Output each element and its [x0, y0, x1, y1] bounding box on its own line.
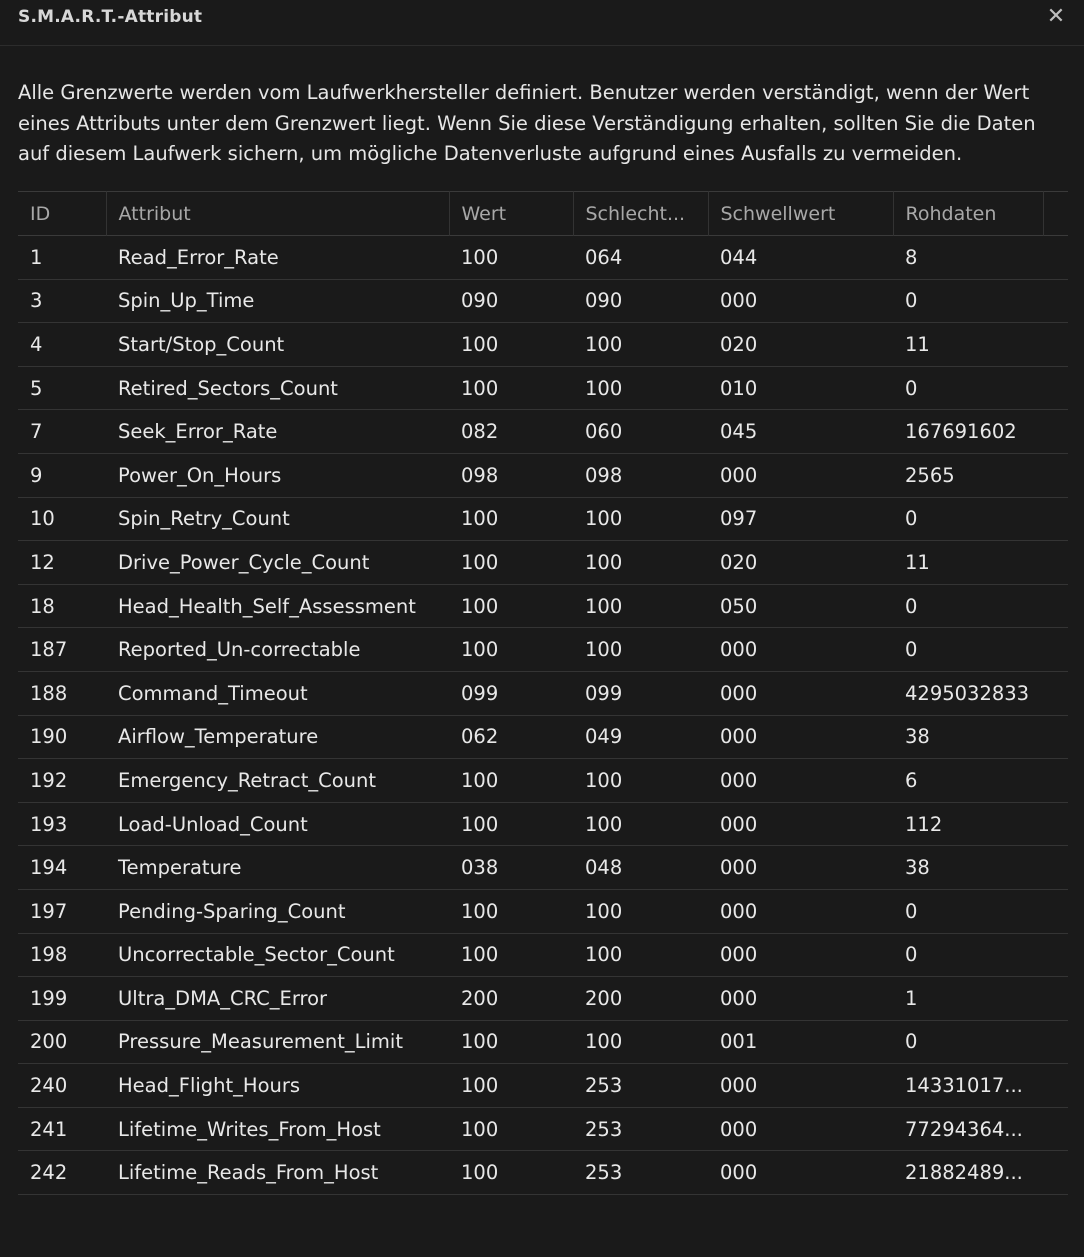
dialog-titlebar [0, 0, 1084, 46]
cell-spacer [1043, 1020, 1068, 1064]
cell-id: 192 [30, 768, 68, 792]
cell-worst: 100 [585, 638, 623, 662]
cell-attribute: Temperature [118, 856, 242, 880]
cell-threshold: 000 [720, 289, 758, 313]
cell-id: 1 [30, 245, 43, 269]
smart-attribute-table [18, 191, 1068, 1195]
cell-raw: 167691602 [905, 420, 1017, 444]
cell-spacer [1043, 715, 1068, 759]
cell-worst: 100 [585, 550, 623, 574]
cell-worst: 100 [585, 507, 623, 531]
cell-threshold: 044 [720, 245, 758, 269]
cell-raw: 11 [905, 332, 930, 356]
cell-worst: 100 [585, 899, 623, 923]
cell-spacer [1043, 497, 1068, 541]
cell-id: 188 [30, 681, 68, 705]
cell-value: 100 [461, 245, 499, 269]
cell-worst: 048 [585, 856, 623, 880]
cell-value: 100 [461, 943, 499, 967]
cell-worst: 100 [585, 1030, 623, 1054]
cell-worst: 100 [585, 376, 623, 400]
cell-threshold: 045 [720, 420, 758, 444]
cell-attribute: Retired_Sectors_Count [118, 376, 338, 400]
cell-worst: 098 [585, 463, 623, 487]
table-row[interactable] [18, 453, 1068, 497]
column-header-attribute[interactable]: Attribut [106, 192, 449, 236]
cell-attribute: Head_Flight_Hours [118, 1074, 301, 1098]
cell-id: 12 [30, 550, 55, 574]
cell-id: 197 [30, 899, 68, 923]
cell-threshold: 000 [720, 943, 758, 967]
cell-attribute: Airflow_Temperature [118, 725, 319, 749]
cell-value: 100 [461, 1117, 499, 1141]
cell-threshold: 000 [720, 1161, 758, 1185]
table-row[interactable] [18, 1151, 1068, 1195]
cell-value: 090 [461, 289, 499, 313]
cell-attribute: Pending-Sparing_Count [118, 899, 346, 923]
cell-id: 194 [30, 856, 68, 880]
cell-attribute: Drive_Power_Cycle_Count [118, 550, 370, 574]
cell-raw: 14331017... [905, 1074, 1023, 1098]
table-row[interactable] [18, 541, 1068, 585]
cell-worst: 253 [585, 1161, 623, 1185]
cell-value: 100 [461, 507, 499, 531]
cell-attribute: Pressure_Measurement_Limit [118, 1030, 403, 1054]
cell-value: 082 [461, 420, 499, 444]
cell-id: 242 [30, 1161, 68, 1185]
cell-attribute: Load-Unload_Count [118, 812, 308, 836]
cell-raw: 0 [905, 594, 918, 618]
cell-threshold: 000 [720, 1074, 758, 1098]
cell-attribute: Start/Stop_Count [118, 332, 285, 356]
cell-worst: 090 [585, 289, 623, 313]
cell-attribute: Ultra_DMA_CRC_Error [118, 986, 328, 1010]
cell-spacer [1043, 1107, 1068, 1151]
dialog-title: S.M.A.R.T.-Attribut [18, 7, 203, 27]
cell-raw: 6 [905, 768, 918, 792]
cell-raw: 0 [905, 638, 918, 662]
column-header-spacer [1043, 192, 1068, 236]
cell-id: 241 [30, 1117, 68, 1141]
cell-spacer [1043, 584, 1068, 628]
cell-attribute: Power_On_Hours [118, 463, 282, 487]
cell-value: 100 [461, 376, 499, 400]
cell-attribute: Spin_Retry_Count [118, 507, 290, 531]
cell-threshold: 000 [720, 856, 758, 880]
table-row[interactable] [18, 279, 1068, 323]
cell-worst: 064 [585, 245, 623, 269]
cell-value: 100 [461, 332, 499, 356]
cell-attribute: Command_Timeout [118, 681, 308, 705]
table-row[interactable] [18, 628, 1068, 672]
cell-value: 038 [461, 856, 499, 880]
cell-id: 9 [30, 463, 43, 487]
cell-worst: 099 [585, 681, 623, 705]
cell-value: 100 [461, 812, 499, 836]
table-row[interactable] [18, 584, 1068, 628]
cell-value: 100 [461, 768, 499, 792]
cell-attribute: Head_Health_Self_Assessment [118, 594, 416, 618]
cell-worst: 049 [585, 725, 623, 749]
cell-id: 190 [30, 725, 68, 749]
cell-value: 099 [461, 681, 499, 705]
table-row[interactable] [18, 889, 1068, 933]
table-row[interactable] [18, 759, 1068, 803]
cell-spacer [1043, 846, 1068, 890]
cell-threshold: 000 [720, 638, 758, 662]
cell-threshold: 000 [720, 681, 758, 705]
cell-threshold: 097 [720, 507, 758, 531]
cell-attribute: Lifetime_Writes_From_Host [118, 1117, 381, 1141]
threshold-description: Alle Grenzwerte werden vom Laufwerkhersteller definiert. Benutzer werden verständigt, wenn der Wert eines Attributs unter dem Grenzwert liegt. Wenn Sie diese Verständigung erhalten, sollten Sie die Daten auf diesem Laufwerk sichern, um mögliche Datenverluste aufgrund eines Ausfalls zu vermeiden. [18, 81, 1036, 165]
cell-raw: 77294364... [905, 1117, 1023, 1141]
cell-threshold: 000 [720, 463, 758, 487]
cell-worst: 200 [585, 986, 623, 1010]
cell-id: 187 [30, 638, 68, 662]
cell-raw: 38 [905, 856, 930, 880]
cell-id: 200 [30, 1030, 68, 1054]
cell-value: 200 [461, 986, 499, 1010]
cell-attribute: Seek_Error_Rate [118, 420, 278, 444]
cell-raw: 0 [905, 1030, 918, 1054]
cell-threshold: 050 [720, 594, 758, 618]
table-row[interactable] [18, 410, 1068, 454]
cell-id: 3 [30, 289, 43, 313]
cell-raw: 38 [905, 725, 930, 749]
cell-worst: 100 [585, 812, 623, 836]
close-icon[interactable]: ✕ [1046, 4, 1066, 29]
cell-raw: 21882489... [905, 1161, 1023, 1185]
cell-raw: 112 [905, 812, 943, 836]
table-row[interactable] [18, 1064, 1068, 1108]
cell-worst: 100 [585, 768, 623, 792]
cell-attribute: Emergency_Retract_Count [118, 768, 377, 792]
column-header-id[interactable]: ID [18, 192, 106, 236]
cell-id: 193 [30, 812, 68, 836]
cell-spacer [1043, 933, 1068, 977]
cell-spacer [1043, 759, 1068, 803]
cell-value: 100 [461, 1074, 499, 1098]
cell-threshold: 000 [720, 1117, 758, 1141]
table-row[interactable] [18, 802, 1068, 846]
column-header-threshold[interactable]: Schwellwert [708, 192, 893, 236]
cell-spacer [1043, 279, 1068, 323]
cell-raw: 0 [905, 943, 918, 967]
cell-worst: 253 [585, 1117, 623, 1141]
cell-threshold: 001 [720, 1030, 758, 1054]
table-row[interactable] [18, 1020, 1068, 1064]
cell-value: 100 [461, 594, 499, 618]
cell-raw: 0 [905, 899, 918, 923]
table-row[interactable] [18, 236, 1068, 280]
table-row[interactable] [18, 671, 1068, 715]
cell-spacer [1043, 671, 1068, 715]
cell-spacer [1043, 1064, 1068, 1108]
table-row[interactable] [18, 323, 1068, 367]
cell-worst: 100 [585, 943, 623, 967]
cell-id: 5 [30, 376, 43, 400]
cell-attribute: Lifetime_Reads_From_Host [118, 1161, 379, 1185]
cell-threshold: 020 [720, 550, 758, 574]
cell-raw: 0 [905, 289, 918, 313]
cell-id: 198 [30, 943, 68, 967]
cell-threshold: 000 [720, 899, 758, 923]
cell-threshold: 000 [720, 725, 758, 749]
cell-value: 100 [461, 638, 499, 662]
cell-raw: 2565 [905, 463, 955, 487]
cell-threshold: 000 [720, 768, 758, 792]
cell-attribute: Read_Error_Rate [118, 245, 279, 269]
table-row[interactable] [18, 846, 1068, 890]
cell-spacer [1043, 802, 1068, 846]
cell-threshold: 000 [720, 986, 758, 1010]
cell-value: 062 [461, 725, 499, 749]
cell-id: 10 [30, 507, 55, 531]
cell-spacer [1043, 1151, 1068, 1195]
cell-raw: 8 [905, 245, 918, 269]
cell-threshold: 000 [720, 812, 758, 836]
cell-spacer [1043, 889, 1068, 933]
cell-spacer [1043, 366, 1068, 410]
column-header-value[interactable]: Wert [449, 192, 573, 236]
cell-value: 100 [461, 1030, 499, 1054]
cell-raw: 11 [905, 550, 930, 574]
table-row[interactable] [18, 715, 1068, 759]
cell-worst: 253 [585, 1074, 623, 1098]
cell-id: 4 [30, 332, 43, 356]
table-row[interactable] [18, 933, 1068, 977]
table-header-row [18, 192, 1068, 236]
cell-id: 240 [30, 1074, 68, 1098]
table-row[interactable] [18, 1107, 1068, 1151]
table-row[interactable] [18, 497, 1068, 541]
cell-spacer [1043, 236, 1068, 280]
cell-value: 098 [461, 463, 499, 487]
cell-spacer [1043, 323, 1068, 367]
cell-worst: 100 [585, 594, 623, 618]
cell-value: 100 [461, 899, 499, 923]
cell-value: 100 [461, 550, 499, 574]
cell-raw: 0 [905, 507, 918, 531]
cell-worst: 100 [585, 332, 623, 356]
column-header-worst[interactable]: Schlecht... [573, 192, 708, 236]
table-row[interactable] [18, 977, 1068, 1021]
cell-threshold: 020 [720, 332, 758, 356]
column-header-raw[interactable]: Rohdaten [893, 192, 1043, 236]
cell-threshold: 010 [720, 376, 758, 400]
cell-id: 199 [30, 986, 68, 1010]
cell-raw: 0 [905, 376, 918, 400]
cell-spacer [1043, 977, 1068, 1021]
cell-id: 18 [30, 594, 55, 618]
cell-value: 100 [461, 1161, 499, 1185]
cell-spacer [1043, 453, 1068, 497]
cell-spacer [1043, 628, 1068, 672]
cell-attribute: Spin_Up_Time [118, 289, 255, 313]
cell-spacer [1043, 541, 1068, 585]
cell-id: 7 [30, 420, 43, 444]
table-row[interactable] [18, 366, 1068, 410]
cell-attribute: Uncorrectable_Sector_Count [118, 943, 395, 967]
cell-worst: 060 [585, 420, 623, 444]
cell-attribute: Reported_Un-correctable [118, 638, 361, 662]
cell-raw: 1 [905, 986, 918, 1010]
cell-raw: 4295032833 [905, 681, 1030, 705]
cell-spacer [1043, 410, 1068, 454]
